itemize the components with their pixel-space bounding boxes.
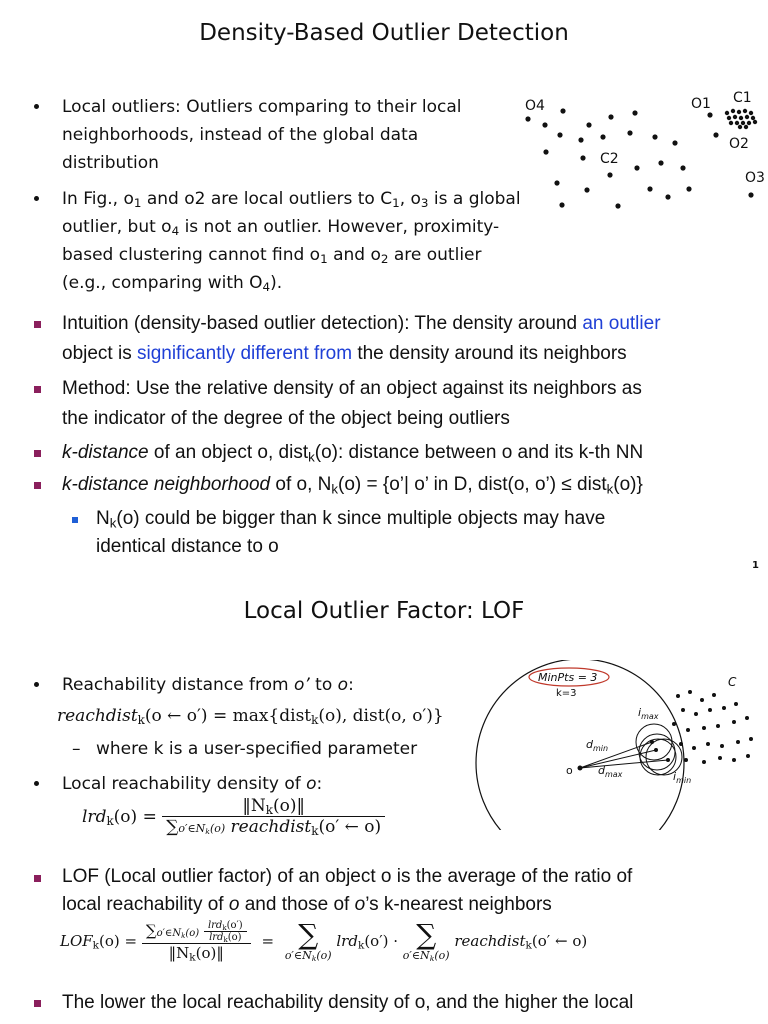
reachdist-formula: reachdist$_k$(o ← o′) = max{dist$_k$(o), dist(o, o′)} — [57, 706, 444, 727]
bullet-local-outliers-line2: neighborhoods, instead of the global data — [62, 125, 419, 145]
page-number: 1 — [752, 560, 759, 571]
subitem-nk-line2: identical distance to o — [96, 536, 279, 557]
item-lof-line2: local reachability of o and those of o’s k-nearest neighbors — [62, 894, 552, 915]
item-intuition-line1: Intuition (density-based outlier detection): The density around an outlier — [62, 313, 661, 334]
subitem-nk-line1: $N_k(o)$ could be bigger than k since multiple objects may have — [96, 508, 606, 531]
item-k-distance: k-distance of an object o, dist$_k$(o): distance between o and its k-th NN — [62, 442, 644, 465]
square-bullet — [34, 386, 41, 393]
bullet-dot — [34, 781, 39, 786]
item-k-neighborhood: k-distance neighborhood of o, $N_k(o)$ = {o’| o’ in D, dist(o, o’) ≤ dist$_k$(o)} — [62, 474, 643, 497]
cluster-points — [650, 690, 753, 764]
item-lof-line1: LOF (Local outlier factor) of an object o is the average of the ratio of — [62, 866, 633, 887]
square-bullet — [34, 1000, 41, 1007]
square-subbullet — [72, 517, 78, 523]
where-k-note: where k is a user-specified parameter — [96, 739, 418, 759]
bullet-fig-line2: outlier, but $o_4$ is not an outlier. However, proximity- — [62, 217, 500, 238]
bullet-fig-line4: (e.g., comparing with $O_4$). — [62, 273, 283, 294]
outlier-scatter-figure — [515, 85, 768, 220]
slide-title-density: Density-Based Outlier Detection — [199, 20, 569, 46]
minpts-label: MinPts = 3 — [538, 671, 598, 684]
item-method-line2: the indicator of the degree of the object being outliers — [62, 408, 510, 429]
o-label: o — [566, 764, 573, 777]
square-bullet — [34, 875, 41, 882]
bullet-dot — [34, 196, 39, 201]
label-c1: C1 — [733, 90, 752, 106]
bullet-local-outliers-line1: Local outliers: Outliers comparing to their local — [62, 97, 462, 117]
dmin-label: $d_{min}$ — [586, 738, 609, 753]
bullet-local-outliers-line3: distribution — [62, 153, 159, 173]
label-o4: O4 — [525, 98, 545, 114]
lof-illustration — [468, 660, 768, 830]
imin-label: $i_{min}$ — [673, 770, 692, 785]
scatter-points — [525, 108, 757, 208]
label-o3: O3 — [745, 170, 765, 186]
lrd-formula: lrd$_k$(o) = $\frac{‖N_k(o)‖}{\sum o'\in N_k(o) reachdist_k(o' \leftarrow o)}$ — [82, 796, 385, 837]
label-c2: C2 — [600, 151, 619, 167]
square-bullet — [34, 450, 41, 457]
imax-label: $i_{max}$ — [638, 706, 659, 721]
where-dash: – — [72, 739, 81, 759]
item-method-line1: Method: Use the relative density of an object against its neighbors as — [62, 378, 642, 399]
k-label: k=3 — [556, 688, 577, 699]
label-o1: O1 — [691, 96, 711, 112]
bullet-dot — [34, 104, 39, 109]
bullet-dot — [34, 682, 39, 687]
slide-title-lof: Local Outlier Factor: LOF — [243, 598, 525, 624]
cluster-c-label: C — [728, 675, 737, 689]
bullet-fig-line3: based clustering cannot find $o_1$ and $o_2$ are outlier — [62, 245, 482, 266]
label-o2: O2 — [729, 136, 749, 152]
dmax-label: $d_{max}$ — [598, 764, 623, 779]
square-bullet — [34, 482, 41, 489]
lof-formula: $LOF_k(o)$ = $\sum o'\in N_k(o)$ $\frac{lrd_k(o')}{lrd_k(o)}$ $‖N_k(o)‖$ = ∑ $o'\in N_k(o)$ lrd$_k$(o′) · ∑ $o'\in N_k(o)$ reachdist$_k$(o′ ← o) — [60, 917, 588, 964]
bullet-reach-dist: Reachability distance from o’ to o: — [62, 675, 354, 695]
item-lower-lrd: The lower the local reachability density of o, and the higher the local — [62, 992, 634, 1013]
square-bullet — [34, 321, 41, 328]
bullet-lrd-label: Local reachability density of o: — [62, 774, 323, 794]
bullet-fig-line1: In Fig., $o_1$ and o2 are local outliers to $C_1$, $o_3$ is a global — [62, 189, 521, 210]
item-intuition-line2: object is significantly different from the density around its neighbors — [62, 343, 627, 364]
